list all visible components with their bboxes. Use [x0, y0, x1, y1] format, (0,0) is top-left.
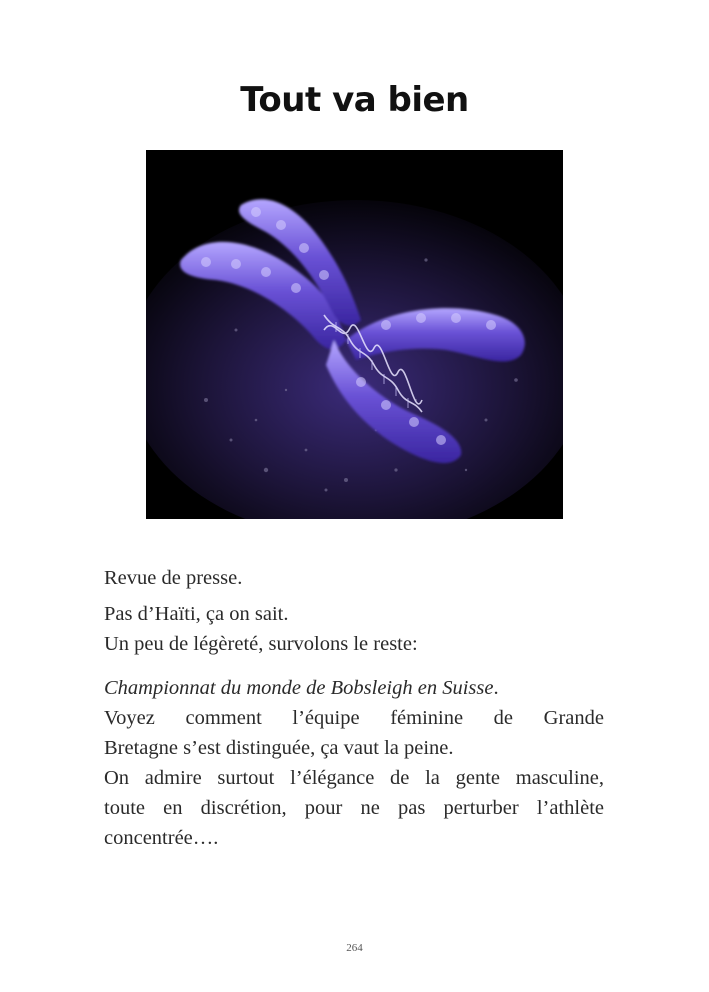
paragraph-bobsleigh-line5: toute en discrétion, pour ne pas perturber l’athlète — [104, 797, 604, 819]
paragraph-bobsleigh-line3: Bretagne s’est distinguée, ça vaut la peine. — [104, 737, 454, 759]
bobsleigh-title: Championnat du monde de Bobsleigh en Suisse — [104, 677, 494, 699]
paragraph-bobsleigh-heading — [104, 673, 604, 703]
paragraph-bobsleigh-line6: concentrée…. — [104, 827, 219, 849]
page-title: Tout va bien — [240, 80, 469, 120]
article-body — [104, 563, 604, 853]
paragraph-haiti-line2: Un peu de légèreté, survolons le reste: — [104, 633, 418, 655]
chromosome-image — [146, 150, 563, 519]
paragraph-haiti-line1: Pas d’Haïti, ça on sait. — [104, 603, 289, 625]
paragraph-bobsleigh-line2: Voyez comment l’équipe féminine de Grande — [104, 707, 604, 729]
page-number: 264 — [346, 942, 363, 954]
bobsleigh-title-period: . — [493, 677, 499, 699]
paragraph-bobsleigh-line4: On admire surtout l’élégance de la gente masculine, — [104, 767, 604, 789]
chromosome-illustration — [146, 150, 563, 519]
paragraph-press-review: Revue de presse. — [104, 567, 243, 589]
